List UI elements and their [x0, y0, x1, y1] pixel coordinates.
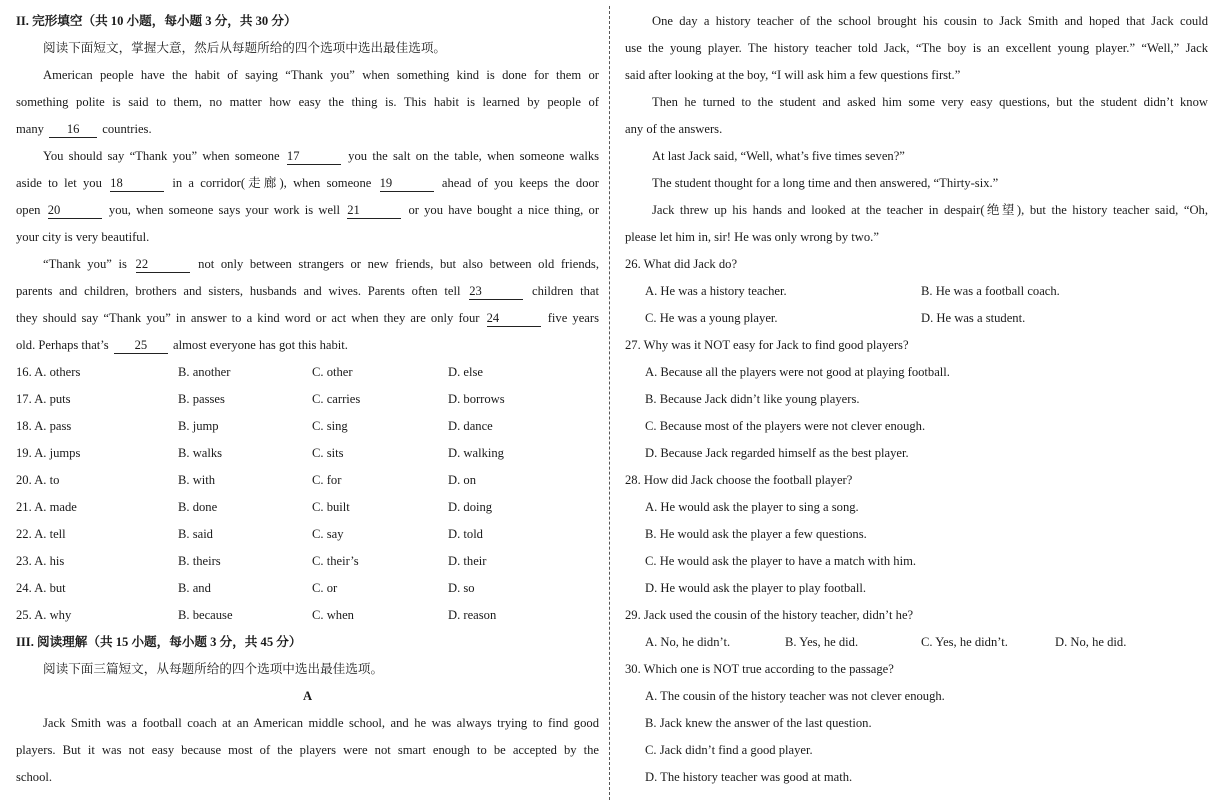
question-26-options [625, 278, 1208, 305]
option-b: B. He was a football coach. [921, 284, 1060, 298]
option-d: D. No, he did. [1055, 635, 1127, 649]
passage-a-line: Jack threw up his hands and looked at the teacher in despair(绝望), but the history teacher said, “Oh, [652, 203, 1208, 217]
section-2-heading: II. 完形填空（共 10 小题，每小题 3 分，共 30 分） [16, 14, 297, 28]
passage-a-line: said after looking at the boy, “I will ask him a few questions first.” [625, 68, 961, 82]
right-column [625, 8, 1208, 791]
passage-line: open 20 you, when someone says your work is well 21 or you have bought a nice thing, or [16, 203, 599, 217]
option-b: B. Jack knew the answer of the last question. [645, 716, 872, 730]
option-text: C. or [312, 581, 338, 595]
passage-line: “Thank you” is 22 not only between strangers or new friends, but also between old friends, [43, 257, 599, 271]
option-text: D. on [448, 473, 476, 487]
question-26: 26. What did Jack do? [625, 257, 738, 271]
option-text: B. jump [178, 419, 219, 433]
option-text: 20. A. to [16, 473, 60, 487]
option-a: A. No, he didn’t. [645, 635, 731, 649]
cloze-options [16, 359, 599, 629]
option-text: C. built [312, 500, 350, 514]
passage-line: parents and children, brothers and sisters, husbands and wives. Parents often tell 23 children that [16, 284, 599, 298]
option-text: 24. A. but [16, 581, 66, 595]
option-c: C. Yes, he didn’t. [921, 635, 1008, 649]
option-text: B. because [178, 608, 233, 622]
option-text: B. walks [178, 446, 223, 460]
blank-25: 25 [114, 338, 168, 354]
passage-line: your city is very beautiful. [16, 230, 150, 244]
option-text: B. done [178, 500, 218, 514]
option-text: B. with [178, 473, 216, 487]
option-text: D. dance [448, 419, 493, 433]
question-28: 28. How did Jack choose the football player? [625, 473, 853, 487]
section-2-instruction: 阅读下面短文，掌握大意，然后从每题所给的四个选项中选出最佳选项。 [43, 41, 446, 55]
option-c: C. He was a young player. [645, 311, 778, 325]
option-text: 19. A. jumps [16, 446, 81, 460]
passage-a-line: please let him in, sir! He was only wrong by two.” [625, 230, 879, 244]
column-divider [609, 6, 610, 800]
option-text: C. their’s [312, 554, 359, 568]
section-3-heading: III. 阅读理解（共 15 小题，每小题 3 分，共 45 分） [16, 635, 302, 649]
option-text: C. sits [312, 446, 344, 460]
option-row-21 [16, 494, 599, 521]
option-text: C. say [312, 527, 344, 541]
option-d: D. The history teacher was good at math. [645, 770, 853, 784]
option-b: B. Because Jack didn’t like young players. [645, 392, 860, 406]
option-a: A. The cousin of the history teacher was not clever enough. [645, 689, 945, 703]
option-text: 25. A. why [16, 608, 72, 622]
option-text: 16. A. others [16, 365, 81, 379]
passage-a-line: players. But it was not easy because most of the players were not smart enough to be accepted by the [16, 743, 599, 757]
blank-23: 23 [469, 284, 523, 300]
option-a: A. He would ask the player to sing a song. [645, 500, 859, 514]
option-row-22 [16, 521, 599, 548]
blank-22: 22 [136, 257, 190, 273]
passage-line: aside to let you 18 in a corridor(走廊), when someone 19 ahead of you keeps the door [16, 176, 599, 190]
blank-17: 17 [287, 149, 341, 165]
passage-a-line: At last Jack said, “Well, what’s five times seven?” [652, 149, 905, 163]
blank-16: 16 [49, 122, 97, 138]
option-text: 23. A. his [16, 554, 65, 568]
option-text: B. said [178, 527, 213, 541]
passage-line: something polite is said to them, no matter how easy the thing is. This habit is learned by people of [16, 95, 599, 109]
blank-21: 21 [347, 203, 401, 219]
option-row-17 [16, 386, 599, 413]
option-text: C. when [312, 608, 354, 622]
option-row-24 [16, 575, 599, 602]
passage-a-line: The student thought for a long time and then answered, “Thirty-six.” [652, 176, 999, 190]
option-text: D. reason [448, 608, 497, 622]
option-row-19 [16, 440, 599, 467]
left-column [16, 8, 599, 791]
option-text: D. else [448, 365, 483, 379]
option-text: C. carries [312, 392, 361, 406]
passage-a-line: any of the answers. [625, 122, 723, 136]
passage-a-title: A [302, 689, 313, 703]
question-29: 29. Jack used the cousin of the history teacher, didn’t he? [625, 608, 914, 622]
passage-a-line: Jack Smith was a football coach at an American middle school, and he was always trying to find good [43, 716, 599, 730]
option-text: C. other [312, 365, 353, 379]
question-29-options [625, 629, 1208, 656]
option-c: C. He would ask the player to have a match with him. [645, 554, 917, 568]
option-text: 18. A. pass [16, 419, 72, 433]
blank-19: 19 [380, 176, 434, 192]
blank-24: 24 [487, 311, 541, 327]
passage-line: You should say “Thank you” when someone 17 you the salt on the table, when someone walks [43, 149, 599, 163]
option-row-23 [16, 548, 599, 575]
question-26-options [625, 305, 1208, 332]
option-text: D. borrows [448, 392, 505, 406]
option-text: 22. A. tell [16, 527, 66, 541]
option-a: A. Because all the players were not good at playing football. [645, 365, 950, 379]
option-d: D. Because Jack regarded himself as the best player. [645, 446, 909, 460]
option-row-20 [16, 467, 599, 494]
option-text: 21. A. made [16, 500, 77, 514]
option-text: D. so [448, 581, 475, 595]
passage-a-line: school. [16, 770, 53, 784]
blank-20: 20 [48, 203, 102, 219]
option-text: D. doing [448, 500, 493, 514]
option-text: B. and [178, 581, 211, 595]
question-30: 30. Which one is NOT true according to the passage? [625, 662, 894, 676]
option-text: B. passes [178, 392, 225, 406]
option-text: B. another [178, 365, 231, 379]
option-b: B. Yes, he did. [785, 635, 859, 649]
option-text: D. their [448, 554, 487, 568]
passage-a-line: use the young player. The history teacher told Jack, “The boy is an excellent young player.” “Well,” Jack [625, 41, 1208, 55]
option-text: C. for [312, 473, 342, 487]
option-row-16 [16, 359, 599, 386]
passage-line: American people have the habit of saying “Thank you” when something kind is done for them or [43, 68, 599, 82]
passage-a-line: One day a history teacher of the school brought his cousin to Jack Smith and hoped that Jack could [652, 14, 1208, 28]
option-c: C. Because most of the players were not clever enough. [645, 419, 926, 433]
option-text: C. sing [312, 419, 348, 433]
option-text: D. told [448, 527, 483, 541]
passage-line: they should say “Thank you” in answer to a kind word or act when they are only four 24 five years [16, 311, 599, 325]
passage-line: many 16 countries. [16, 122, 152, 136]
blank-18: 18 [110, 176, 164, 192]
passage-a-line: Then he turned to the student and asked him some very easy questions, but the student didn’t know [652, 95, 1208, 109]
option-text: B. theirs [178, 554, 221, 568]
option-c: C. Jack didn’t find a good player. [645, 743, 813, 757]
option-a: A. He was a history teacher. [645, 284, 787, 298]
option-b: B. He would ask the player a few questions. [645, 527, 867, 541]
cloze-passage [16, 62, 599, 359]
passage-line: old. Perhaps that’s 25 almost everyone has got this habit. [16, 338, 348, 352]
option-d: D. He would ask the player to play football. [645, 581, 867, 595]
option-text: 17. A. puts [16, 392, 71, 406]
question-27: 27. Why was it NOT easy for Jack to find good players? [625, 338, 909, 352]
section-3-instruction: 阅读下面三篇短文，从每题所给的四个选项中选出最佳选项。 [43, 662, 384, 676]
option-row-25 [16, 602, 599, 629]
option-row-18 [16, 413, 599, 440]
option-d: D. He was a student. [921, 311, 1026, 325]
option-text: D. walking [448, 446, 504, 460]
